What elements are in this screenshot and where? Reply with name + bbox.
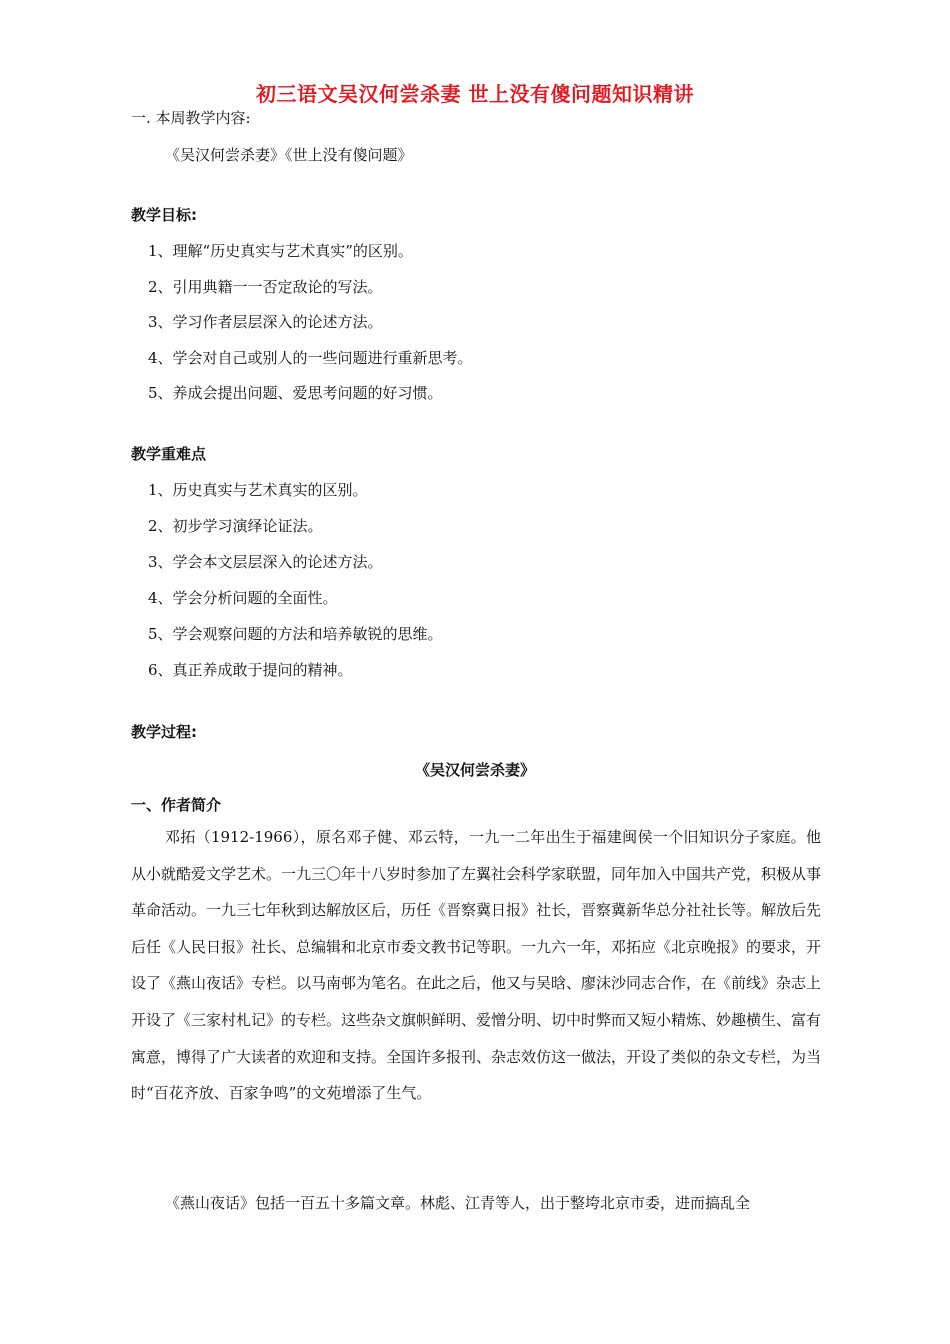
goal-item: 2、引用典籍一一否定敌论的写法。 — [148, 278, 383, 296]
key-point-item: 1、历史真实与艺术真实的区别。 — [148, 481, 368, 499]
goal-item: 4、学会对自己或别人的一些问题进行重新思考。 — [148, 349, 473, 367]
goal-item: 5、养成会提出问题、爱思考问题的好习惯。 — [148, 384, 443, 402]
goal-item: 3、学习作者层层深入的论述方法。 — [148, 313, 383, 331]
process-heading: 教学过程: — [131, 723, 197, 741]
key-point-item: 2、初步学习演绎论证法。 — [148, 517, 323, 535]
section-heading-teaching-content: 一. 本周教学内容: — [131, 109, 251, 127]
body-paragraph: 《燕山夜话》包括一百五十多篇文章。林彪、江青等人，出于整垮北京市委，进而搞乱全 — [165, 1194, 751, 1212]
author-paragraph: 邓拓（1912-1966），原名邓子健、邓云特，一九一二年出生于福建闽侯一个旧知识分子家庭。他从小就酷爱文学艺术。一九三〇年十八岁时参加了左翼社会科学家联盟，同年加入中国共产党，积极从事革命活动。一九三七年秋到达解放区后，历任《晋察冀日报》社长，晋察冀新华总分社社长等。解放后先后任《人民日报》社长、总编辑和北京市委文教书记等职。一九六一年，邓拓应《北京晚报》的要求，开设了《燕山夜话》专栏。以马南邨为笔名。在此之后，他又与吴晗、廖沫沙同志合作，在《前线》杂志上开设了《三家村札记》的专栏。这些杂文旗帜鲜明、爱憎分明、切中时弊而又短小精炼、妙趣横生、富有寓意，博得了广大读者的欢迎和支持。全国许多报刊、杂志效仿这一做法，开设了类似的杂文专栏，为当时“百花齐放、百家争鸣”的文苑增添了生气。 — [131, 828, 822, 1103]
key-point-item: 3、学会本文层层深入的论述方法。 — [148, 553, 383, 571]
key-point-item: 4、学会分析问题的全面性。 — [148, 589, 338, 607]
goals-heading: 教学目标: — [131, 206, 197, 224]
document-title: 初三语文吴汉何尝杀妻 世上没有傻问题知识精讲 — [256, 82, 694, 106]
author-heading: 一、作者简介 — [131, 796, 222, 814]
key-point-item: 5、学会观察问题的方法和培养敏锐的思维。 — [148, 625, 443, 643]
teaching-content-text: 《吴汉何尝杀妻》《世上没有傻问题》 — [165, 146, 413, 164]
key-points-heading: 教学重难点 — [131, 445, 207, 463]
goal-item: 1、理解“历史真实与艺术真实”的区别。 — [148, 242, 413, 260]
article-title: 《吴汉何尝杀妻》 — [414, 761, 535, 779]
key-point-item: 6、真正养成敢于提问的精神。 — [148, 661, 353, 679]
